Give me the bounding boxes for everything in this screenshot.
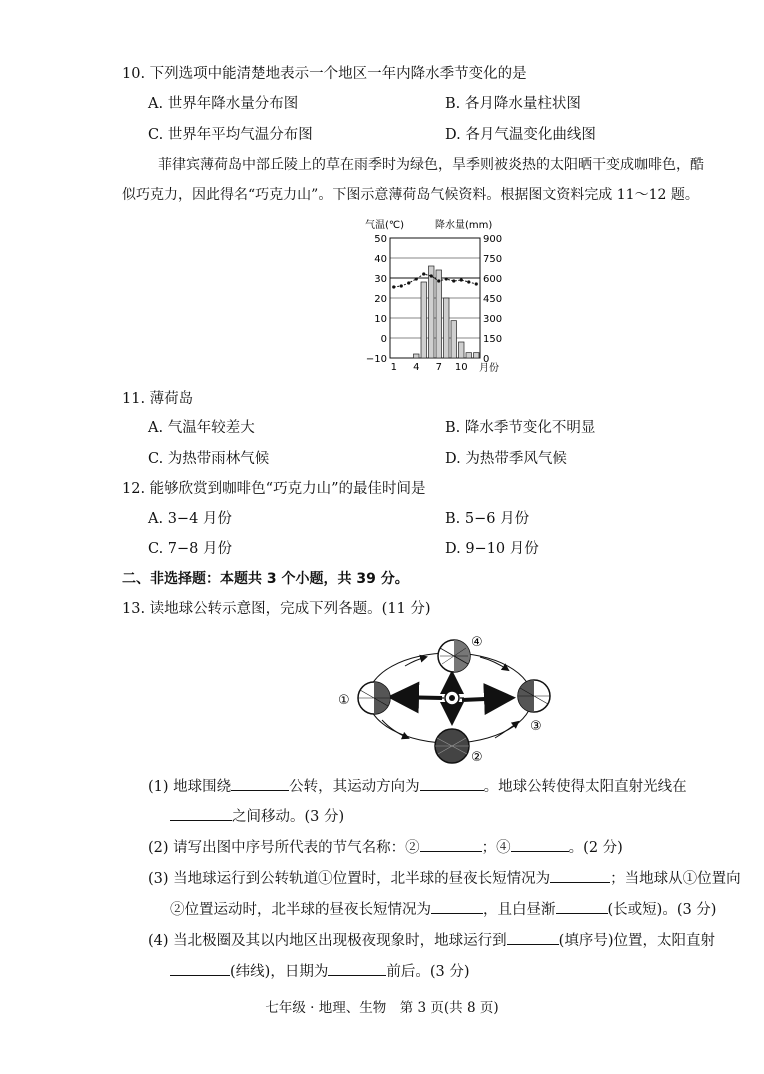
q13-sub1-line2 (170, 806, 344, 827)
temp-tick-label: −10 (365, 354, 387, 365)
section-2-heading: 二、非选择题：本题共 3 个小题，共 39 分。 (122, 571, 409, 587)
q11-option-d: D. 为热带季风气候 (445, 451, 567, 467)
temperature-point (422, 272, 425, 275)
sun-icon (440, 686, 464, 710)
q10-option-c: C. 世界年平均气温分布图 (148, 127, 313, 143)
q13-sub2 (148, 837, 623, 858)
q13-stem: 13. 读地球公转示意图，完成下列各题。(11 分) (122, 601, 431, 617)
q10-option-d: D. 各月气温变化曲线图 (445, 127, 596, 143)
temperature-point (392, 285, 395, 288)
temp-tick-label: 40 (374, 254, 387, 265)
q13-sub4-text-b: (填序号)位置，太阳直射 (558, 933, 715, 949)
q13-sub3-line1 (148, 868, 741, 889)
q13-sub4-text-d: 前后。(3 分) (386, 964, 470, 980)
q13-sub1-text-a: (1) 地球围绕 (148, 779, 232, 795)
temperature-point (445, 277, 448, 280)
temperature-point (430, 274, 433, 277)
q13-sub4-text-c: (纬线)，日期为 (230, 964, 329, 980)
precip-bar (436, 270, 442, 358)
precip-bar (429, 266, 435, 358)
precip-tick-label: 600 (483, 274, 503, 285)
precip-bar (459, 342, 465, 358)
temperature-point (437, 279, 440, 282)
intro-line-1: 菲律宾薄荷岛中部丘陵上的草在雨季时为绿色，旱季则被炎热的太阳晒干变成咖啡色，酷 (158, 157, 704, 173)
answer-blank-4-2[interactable] (170, 961, 230, 976)
answer-blank-3-3[interactable] (556, 899, 608, 914)
precip-bar (466, 353, 472, 358)
q10-option-b: B. 各月降水量柱状图 (445, 96, 581, 112)
answer-blank-4-3[interactable] (328, 961, 386, 976)
precip-bar (444, 298, 450, 358)
q11-option-a: A. 气温年较差大 (148, 420, 255, 436)
q13-sub1-line1 (148, 776, 687, 797)
earth-orbit-diagram (330, 628, 560, 773)
precip-bar (414, 354, 420, 358)
month-tick-label: 7 (435, 362, 442, 373)
earth-position-2 (435, 729, 469, 763)
answer-blank-1-2[interactable] (420, 776, 484, 791)
precip-bar (421, 282, 427, 358)
answer-blank-3-2[interactable] (431, 899, 483, 914)
q11-stem: 11. 薄荷岛 (122, 391, 194, 407)
precip-tick-label: 450 (483, 294, 503, 305)
chart-left-axis-label: 气温(℃) (365, 220, 405, 231)
temp-tick-label: 10 (374, 314, 387, 325)
q12-option-b: B. 5−6 月份 (445, 511, 530, 527)
q13-sub4-line1 (148, 930, 715, 951)
precip-tick-label: 150 (483, 334, 503, 345)
climate-chart (355, 213, 525, 378)
q10-stem: 10. 下列选项中能清楚地表示一个地区一年内降水季节变化的是 (122, 66, 527, 82)
answer-blank-2-2[interactable] (511, 837, 569, 852)
sun-ray-left (395, 697, 442, 698)
chart-x-unit: 月份 (479, 363, 499, 374)
q12-stem: 12. 能够欣赏到咖啡色“巧克力山”的最佳时间是 (122, 481, 426, 497)
precip-tick-label: 0 (483, 354, 490, 365)
precip-tick-label: 900 (483, 234, 503, 245)
sun-ray-right (462, 698, 508, 700)
q13-sub4-line2 (170, 961, 469, 982)
q13-sub1-text-c: 。地球公转使得太阳直射光线在 (483, 779, 687, 795)
q13-sub3-line2 (170, 899, 716, 920)
q12-option-a: A. 3−4 月份 (148, 511, 232, 527)
page-footer: 七年级 · 地理、生物 第 3 页(共 8 页) (265, 1000, 499, 1016)
q10-option-a: A. 世界年降水量分布图 (148, 96, 299, 112)
q13-sub2-text-a: (2) 请写出图中序号所代表的节气名称：② (148, 840, 420, 856)
temperature-point (452, 279, 455, 282)
precip-tick-label: 750 (483, 254, 503, 265)
label-position-4: ④ (471, 635, 483, 650)
q12-option-d: D. 9−10 月份 (445, 541, 539, 557)
answer-blank-3-1[interactable] (550, 868, 610, 883)
q13-sub3-text-a: (3) 当地球运行到公转轨道①位置时，北半球的昼夜长短情况为 (148, 871, 551, 887)
precip-bar (451, 321, 457, 358)
q13-sub3-text-c: ②位置运动时，北半球的昼夜长短情况为 (170, 902, 431, 918)
earth-position-3 (518, 680, 550, 712)
temperature-point (407, 281, 410, 284)
month-tick-label: 10 (454, 362, 468, 373)
chart-right-axis-label: 降水量(mm) (435, 220, 493, 231)
q12-option-c: C. 7−8 月份 (148, 541, 233, 557)
orbit-arrow-top-left (405, 657, 426, 666)
q13-sub3-text-e: (长或短)。(3 分) (607, 902, 717, 918)
label-position-3: ③ (530, 719, 542, 734)
temp-tick-label: 30 (374, 274, 387, 285)
month-tick-label: 4 (413, 362, 420, 373)
q13-sub3-text-b: ；当地球从①位置向 (610, 871, 741, 887)
q13-sub3-text-d: ，且白昼渐 (483, 902, 556, 918)
label-position-1: ① (338, 693, 350, 708)
temperature-point (467, 280, 470, 283)
intro-line-2: 似巧克力，因此得名“巧克力山”。下图示意薄荷岛气候资料。根据图文资料完成 11～12 题。 (122, 187, 699, 203)
q13-sub2-text-c: 。(2 分) (568, 840, 623, 856)
temp-tick-label: 0 (380, 334, 387, 345)
temperature-curve (394, 274, 477, 287)
precip-bar (474, 353, 480, 358)
label-position-2: ② (471, 750, 483, 765)
q13-sub1-text-d: 之间移动。(3 分) (232, 809, 345, 825)
answer-blank-1-1[interactable] (231, 776, 289, 791)
temp-tick-label: 50 (374, 234, 387, 245)
earth-position-1 (358, 682, 390, 714)
temperature-point (415, 277, 418, 280)
temp-tick-label: 20 (374, 294, 387, 305)
temperature-point (460, 278, 463, 281)
temperature-point (400, 284, 403, 287)
q11-option-c: C. 为热带雨林气候 (148, 451, 270, 467)
answer-blank-1-3[interactable] (170, 806, 232, 821)
temperature-point (475, 282, 478, 285)
orbit-arrow-bottom-right (495, 722, 518, 738)
q13-sub1-text-b: 公转，其运动方向为 (289, 779, 420, 795)
precip-tick-label: 300 (483, 314, 503, 325)
month-tick-label: 1 (390, 362, 397, 373)
q13-sub4-text-a: (4) 当北极圈及其以内地区出现极夜现象时，地球运行到 (148, 933, 507, 949)
q13-sub2-text-b: ；④ (481, 840, 511, 856)
earth-position-4 (438, 640, 470, 672)
answer-blank-2-1[interactable] (420, 837, 482, 852)
answer-blank-4-1[interactable] (507, 930, 559, 945)
q11-option-b: B. 降水季节变化不明显 (445, 420, 596, 436)
